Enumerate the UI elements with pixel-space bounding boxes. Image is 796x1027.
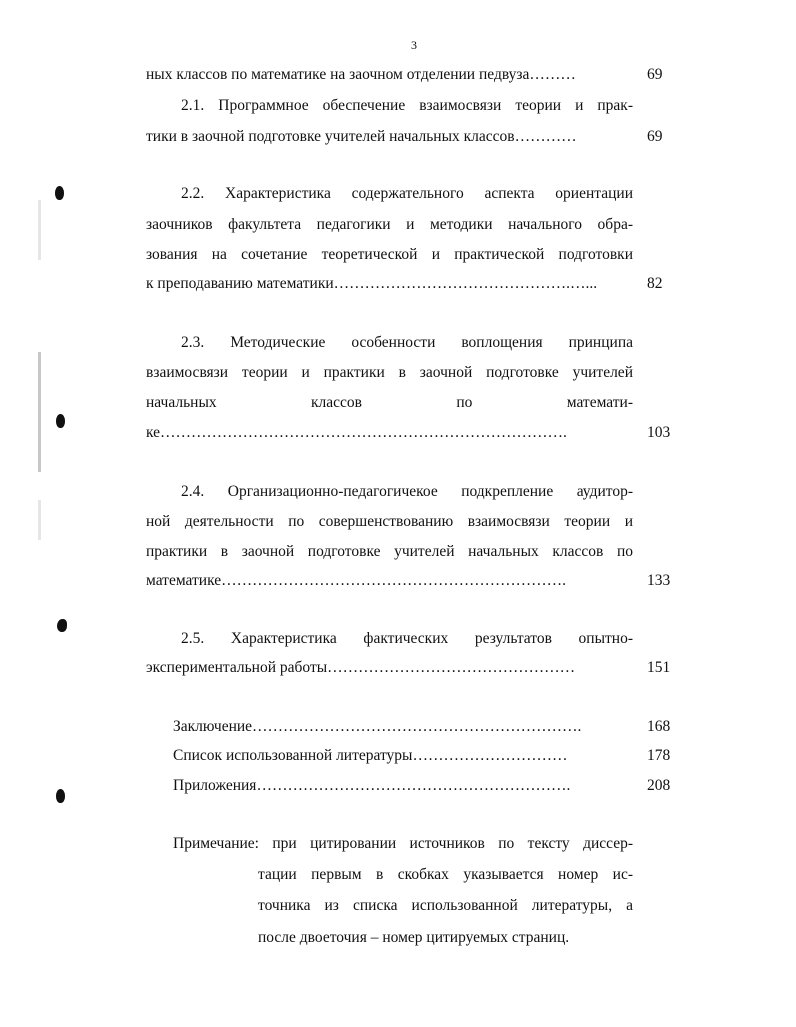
toc-entry-page: 82 [647, 275, 663, 292]
toc-entry-page: 103 [647, 424, 671, 441]
toc-entry-text: Список использованной литературы………………………… [173, 747, 568, 764]
toc-entry-text: к преподаванию математики……………………………………….…... [146, 275, 598, 292]
toc-entry-page: 69 [647, 66, 663, 83]
page-number: 3 [411, 38, 417, 52]
toc-entry-page: 208 [647, 777, 671, 794]
toc-entry-text: экспериментальной работы………………………………………… [146, 659, 576, 676]
toc-entry-text: зования на сочетание теоретической и практической подготовки [146, 246, 633, 263]
toc-entry-text: Заключение………………………………………………………. [173, 718, 582, 735]
note-line: тации первым в скобках указывается номер ис- [258, 866, 633, 883]
note-line: точника из списка использованной литературы, а [258, 897, 633, 914]
toc-entry-page: 133 [647, 572, 671, 589]
toc-entry-text: 2.1. Программное обеспечение взаимосвязи теории и прак- [181, 97, 633, 114]
toc-entry-text: взаимосвязи теории и практики в заочной подготовке учителей [146, 364, 633, 381]
punch-hole-mark [57, 619, 67, 632]
toc-entry-text: ной деятельности по совершенствованию взаимосвязи теории и [146, 513, 633, 530]
toc-entry-text: Приложения……………………………………………………. [173, 777, 571, 794]
toc-entry-text: ке……………………………………………………………………. [146, 424, 567, 441]
punch-hole-mark [56, 414, 65, 428]
note-line: после двоеточия – номер цитируемых страниц. [258, 929, 570, 946]
toc-entry-text: заочников факультета педагогики и методики начального обра- [146, 216, 633, 233]
toc-entry-text: практики в заочной подготовке учителей начальных классов по [146, 543, 633, 560]
toc-entry-text: 2.3. Методические особенности воплощения принципа [181, 334, 633, 351]
toc-entry-text: 2.2. Характеристика содержательного аспекта ориентации [181, 185, 633, 202]
toc-entry-text: математике…………………………………………………………. [146, 572, 566, 589]
toc-entry-page: 168 [647, 718, 671, 735]
punch-hole-mark [55, 186, 64, 200]
toc-entry-page: 69 [647, 128, 663, 145]
toc-entry-text: 2.5. Характеристика фактических результатов опытно- [181, 630, 633, 647]
scan-artifact [38, 352, 41, 472]
scan-artifact [38, 500, 41, 540]
toc-entry-page: 178 [647, 747, 671, 764]
toc-entry-page: 151 [647, 659, 671, 676]
punch-hole-mark [56, 789, 65, 803]
toc-entry-text: тики в заочной подготовке учителей начальных классов………… [146, 128, 577, 145]
note-line: Примечание: при цитировании источников по тексту диссер- [173, 835, 633, 852]
toc-entry-text: ных классов по математике на заочном отделении педвуза……… [146, 66, 576, 83]
scan-artifact [38, 200, 41, 260]
toc-entry-text: 2.4. Организационно-педагогичекое подкрепление аудитор- [181, 483, 633, 500]
toc-entry-text: начальных классов по математи- [146, 394, 633, 411]
